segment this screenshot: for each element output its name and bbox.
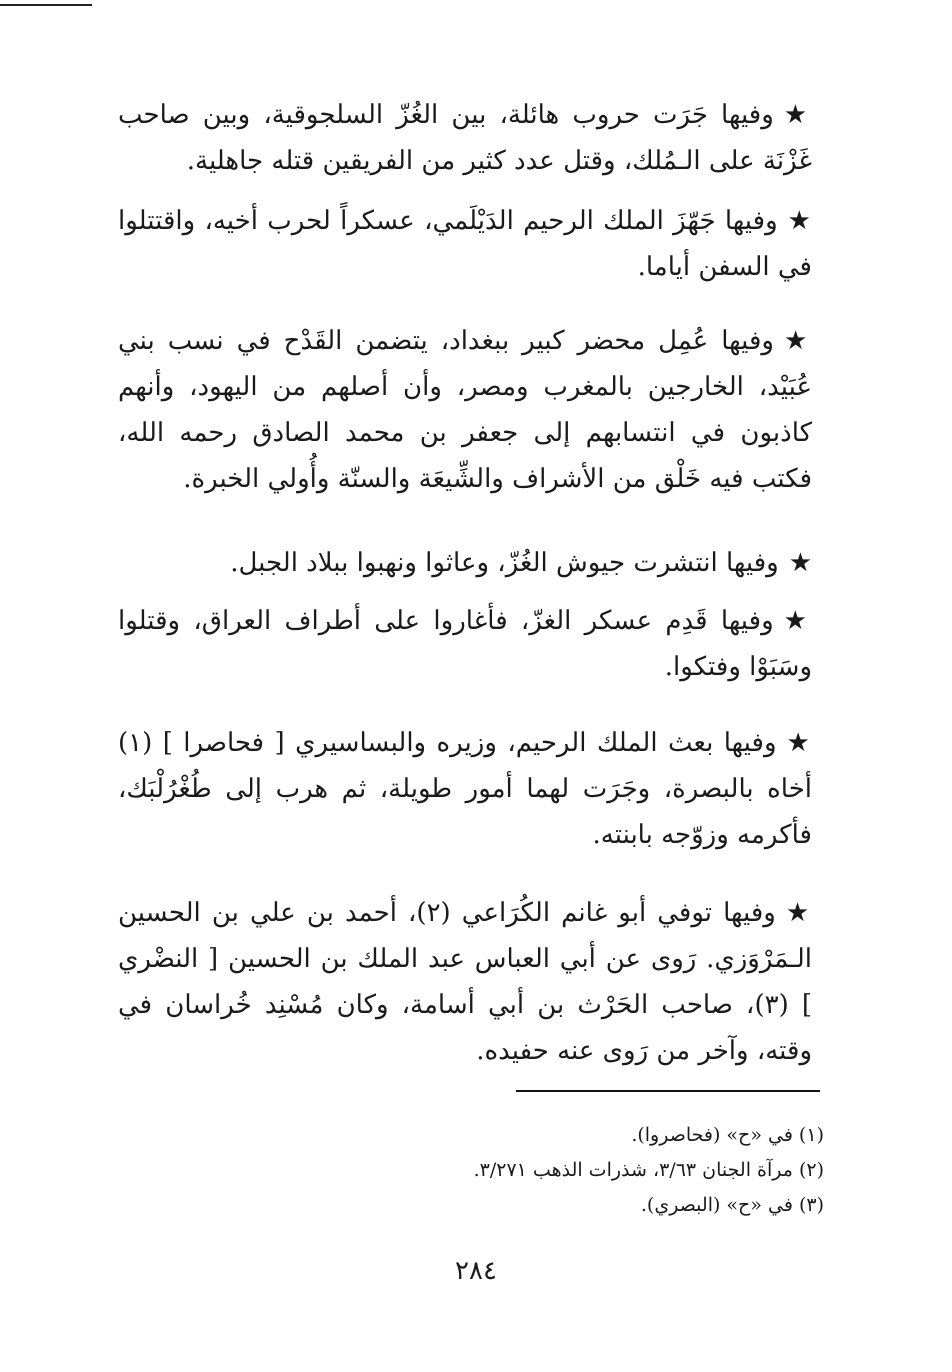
star-icon: ★ [783,606,813,636]
paragraph-4-text: وفيها انتشرت جيوش الغُزّ، وعاثوا ونهبوا ببلاد الجبل. [230,548,779,578]
star-icon: ★ [786,728,813,758]
paragraph-7-text: وفيها توفي أبو غانم الكُرَاعي (٢)، أحمد بن علي بن الحسين الـمَرْوَزي. رَوى عن أبي العباس عبد الملك بن الحسين [ النضْري ] (٣)، صاحب الحَرْث بن أبي أسامة، وكان مُسْنِد خُراسان في وقته، وآخر من رَوى عنه حفيده. [118,898,812,1066]
paragraph-3 [118,318,812,502]
star-icon: ★ [783,100,812,130]
paragraph-1 [118,92,812,184]
star-icon: ★ [784,326,812,356]
star-icon: ★ [785,898,812,928]
footnote-3: (٣) في «ح» (البصري). [640,1194,824,1216]
paragraph-5 [118,598,812,690]
paragraph-6 [118,720,812,858]
paragraph-5-text: وفيها قَدِم عسكر الغزّ، فأغاروا على أطراف العراق، وقتلوا وسَبَوْا وفتكوا. [118,606,812,682]
footnotes [264,1118,824,1223]
footnote-2: (٢) مرآة الجنان ٣/٦٣، شذرات الذهب ٣/٢٧١. [473,1159,824,1181]
paragraph-3-text: وفيها عُمِل محضر كبير ببغداد، يتضمن القَدْح في نسب بني عُبَيْد، الخارجين بالمغرب ومصر، وأن أصلهم من اليهود، وأنهم كاذبون في انتسابهم إلى جعفر بن محمد الصادق رحمه الله، فكتب فيه خَلْق من الأشراف والشِّيعَة والسنّة وأُولي الخبرة. [118,326,812,494]
star-icon: ★ [788,548,812,578]
footnote-divider [516,1090,820,1092]
paragraph-7 [118,890,812,1074]
scan-edge-mark [0,4,92,6]
paragraph-6-text: وفيها بعث الملك الرحيم، وزيره والبساسيري [ فحاصرا ] (١) أخاه بالبصرة، وجَرَت لهما أمور طويلة، ثم هرب إلى طُغْرُلْبَك، فأكرمه وزوّجه بابنته. [118,728,812,850]
footnote-1: (١) في «ح» (فحاصروا). [631,1124,824,1146]
paragraph-2-text: وفيها جَهّزَ الملك الرحيم الدَيْلَمي، عسكراً لحرب أخيه، واقتتلوا في السفن أياما. [118,206,812,282]
star-icon: ★ [787,206,812,236]
paragraph-1-text: وفيها جَرَت حروب هائلة، بين الغُزّ السلجوقية، وبين صاحب غَزْنَة على الـمُلك، وقتل عدد كثير من الفريقين قتله جاهلية. [118,100,812,176]
page-number: ٢٨٤ [455,1256,497,1286]
paragraph-2 [118,198,812,290]
paragraph-4 [118,540,812,586]
